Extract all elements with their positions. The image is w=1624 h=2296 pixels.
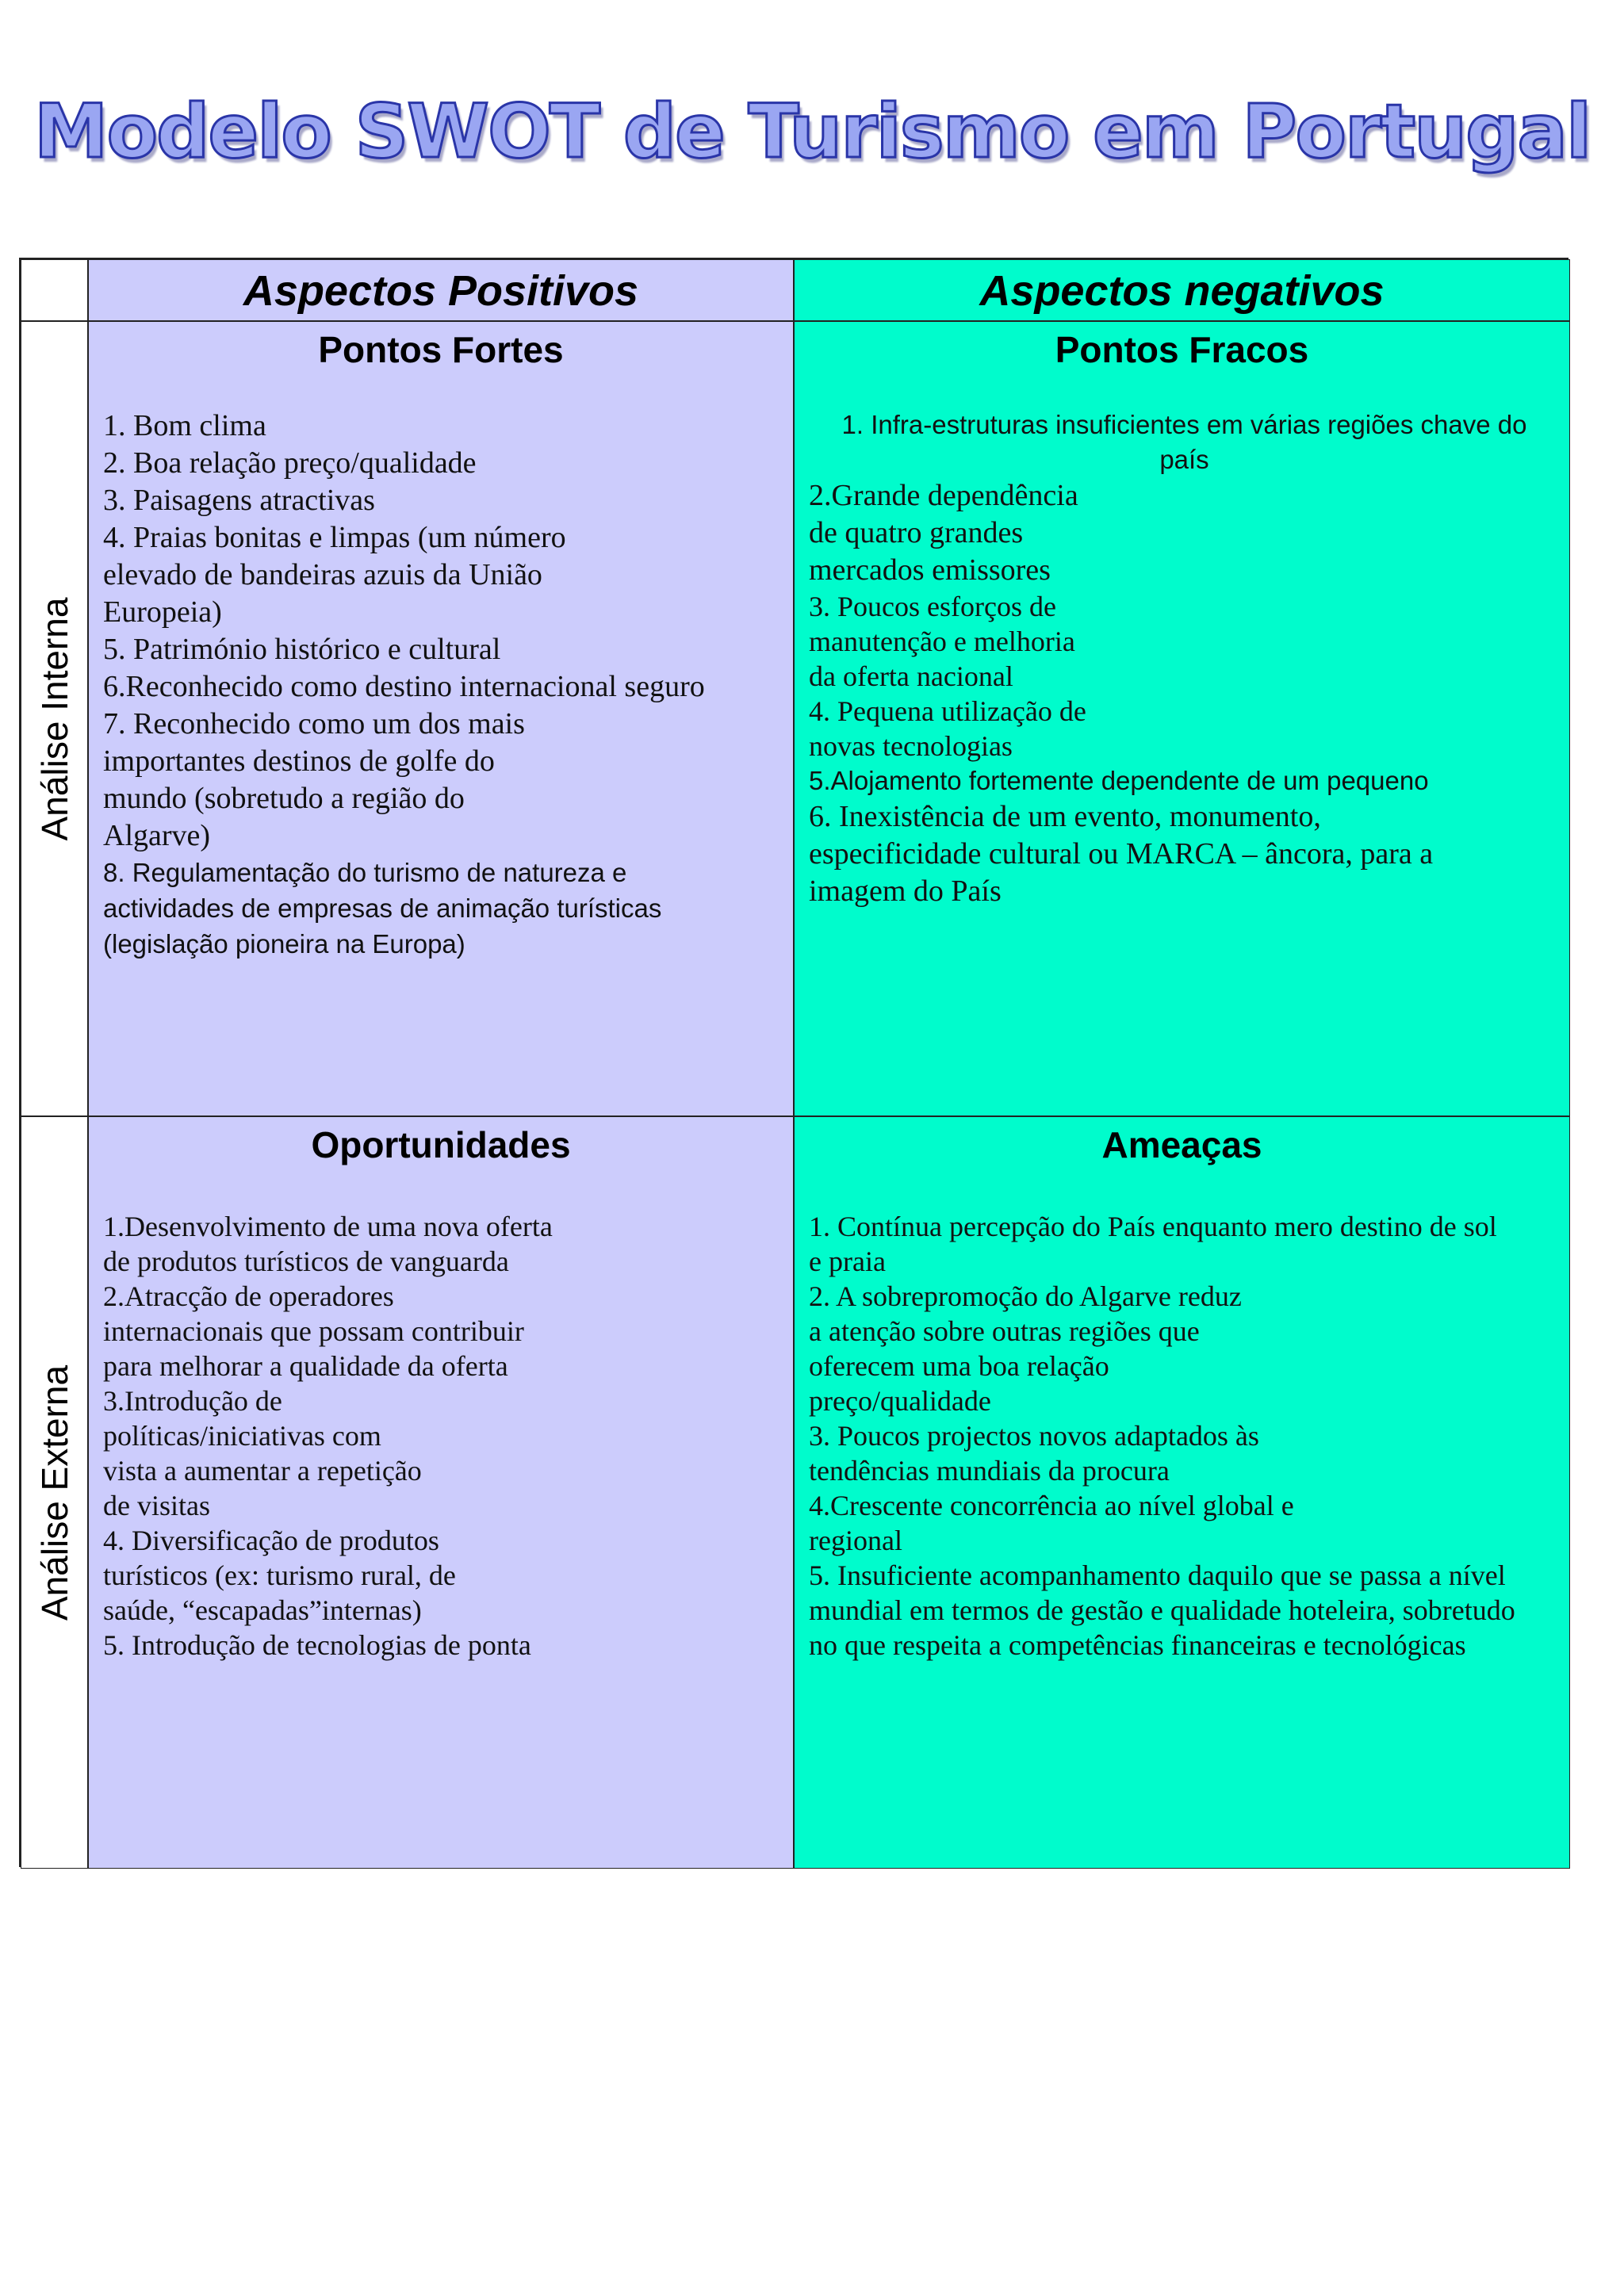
list-item: 4. Praias bonitas e limpas (um número elevado de bandeiras azuis da União Europeia): [103, 521, 566, 629]
list-item: 8. Regulamentação do turismo de natureza e actividades de empresas de animação turísticas (legislação pioneira na Europa): [103, 858, 662, 959]
list-item: 2. Boa relação preço/qualidade: [103, 446, 477, 480]
threats-list: [809, 1209, 1560, 1663]
list-item: 6.Reconhecido como destino internacional seguro: [103, 670, 705, 703]
list-item: 3.Introdução de políticas/iniciativas com vista a aumentar a repetição de visitas: [103, 1385, 422, 1521]
row-label-internal: Análise Interna: [33, 597, 75, 840]
row-label-external: Análise Externa: [33, 1364, 75, 1621]
list-item: 4. Diversificação de produtos turísticos (ex: turismo rural, de saúde, “escapadas”internas): [103, 1525, 456, 1626]
threats-heading: Ameaças: [1101, 1124, 1262, 1165]
list-item: 5. Introdução de tecnologias de ponta: [103, 1629, 531, 1661]
list-item: 1. Contínua percepção do País enquanto mero destino de sol e praia: [809, 1211, 1497, 1277]
swot-table: [19, 258, 1568, 1867]
list-item: 2.Grande dependência de quatro grandes mercados emissores: [809, 479, 1078, 587]
strengths-list: [103, 408, 783, 962]
list-item: 2. A sobrepromoção do Algarve reduz a atenção sobre outras regiões que oferecem uma boa relação preço/qualidade: [809, 1280, 1242, 1417]
list-item: 3. Poucos esforços de manutenção e melhoria da oferta nacional: [809, 591, 1075, 692]
list-item: 6. Inexistência de um evento, monumento, especificidade cultural ou MARCA – âncora, para a imagem do País: [809, 800, 1434, 908]
corner-cell: [21, 259, 88, 321]
strengths-heading: Pontos Fortes: [318, 329, 564, 370]
opportunities-heading: Oportunidades: [311, 1124, 571, 1165]
list-item: 1.Desenvolvimento de uma nova oferta de produtos turísticos de vanguarda: [103, 1211, 553, 1277]
document-title: Modelo SWOT de Turismo em Portugal: [33, 89, 1591, 175]
column-header-negative: Aspectos negativos: [794, 259, 1570, 321]
list-item: 5.Alojamento fortemente dependente de um pequeno: [809, 766, 1429, 795]
weaknesses-heading: Pontos Fracos: [1055, 329, 1309, 370]
list-item: 4. Pequena utilização de novas tecnologias: [809, 695, 1086, 762]
row-label-internal-cell: [21, 321, 88, 1116]
list-item: 5. Insuficiente acompanhamento daquilo que se passa a nível mundial em termos de gestão e qualidade hoteleira, sobretudo no que respeita a competências financeiras e tecnológicas: [809, 1559, 1515, 1661]
column-header-positive: Aspectos Positivos: [88, 259, 794, 321]
list-item: 2.Atracção de operadores internacionais que possam contribuir para melhorar a qualidade da oferta: [103, 1280, 524, 1382]
opportunities-list: [103, 1209, 783, 1663]
list-item: 1. Infra-estruturas insuficientes em várias regiões chave do país: [841, 410, 1527, 474]
list-item: 3. Paisagens atractivas: [103, 484, 375, 517]
row-label-external-cell: [21, 1116, 88, 1869]
list-item: 5. Património histórico e cultural: [103, 633, 501, 666]
list-item: 7. Reconhecido como um dos mais importantes destinos de golfe do mundo (sobretudo a região do Algarve): [103, 707, 525, 852]
threats-quadrant: [794, 1116, 1570, 1869]
list-item: 1. Bom clima: [103, 409, 266, 442]
list-item: 3. Poucos projectos novos adaptados às tendências mundiais da procura: [809, 1420, 1259, 1487]
weaknesses-quadrant: [794, 321, 1570, 1116]
opportunities-quadrant: [88, 1116, 794, 1869]
weaknesses-list: [809, 408, 1560, 910]
list-item: 4.Crescente concorrência ao nível global e regional: [809, 1490, 1294, 1556]
strengths-quadrant: [88, 321, 794, 1116]
